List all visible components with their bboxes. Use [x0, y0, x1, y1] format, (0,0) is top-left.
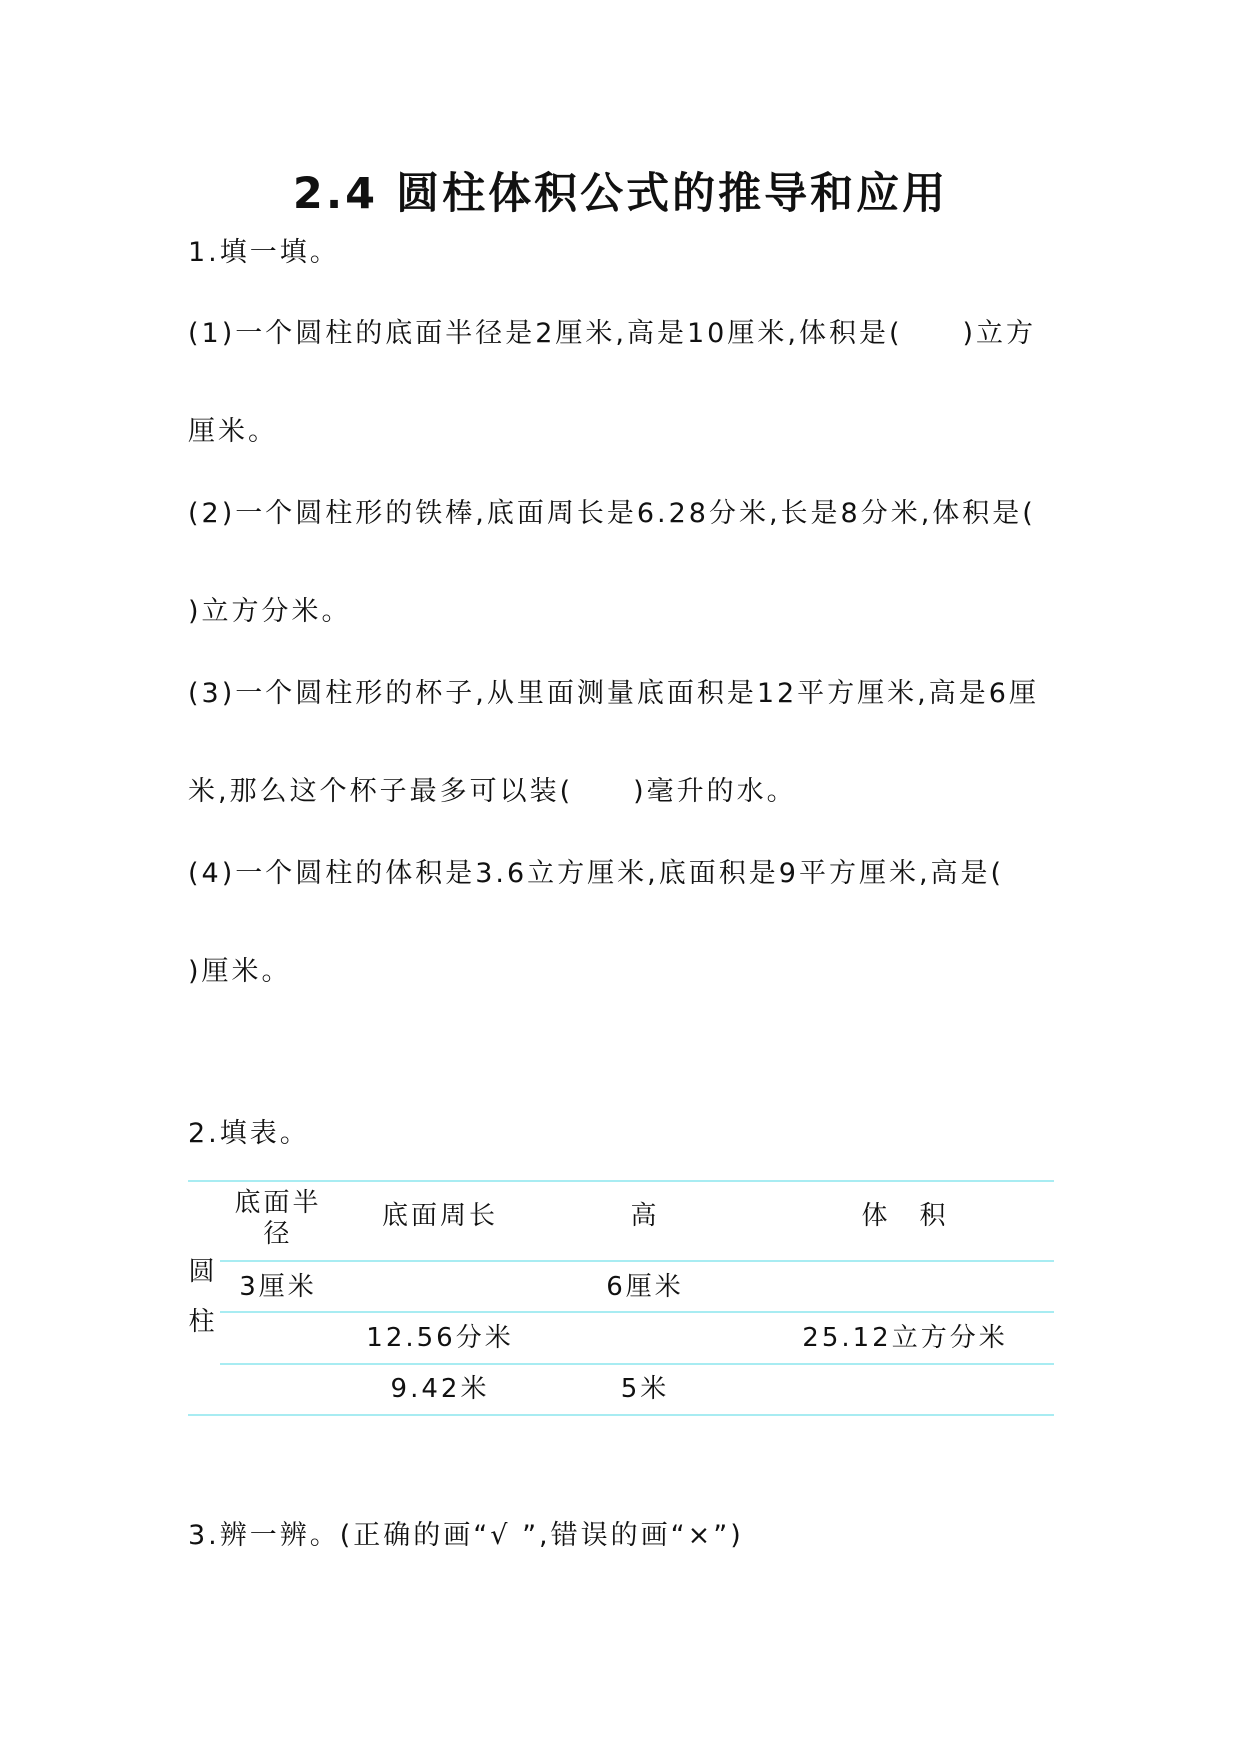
table-cell-volume: 25.12立方分米 — [802, 1323, 1008, 1353]
table-cell-circumference: 12.56分米 — [366, 1323, 514, 1353]
table-cell-radius: 3厘米 — [239, 1272, 317, 1302]
table-cell-height: 5米 — [620, 1374, 670, 1404]
q2-line1: (2)一个圆柱形的铁棒,底面周长是6.28分米,长是8分米,体积是( — [188, 498, 1036, 529]
page-title: 2.4 圆柱体积公式的推导和应用 — [292, 169, 949, 219]
table-rule-top — [188, 1180, 1054, 1182]
q4-line2: )厘米。 — [188, 956, 292, 987]
row-label: 柱 — [188, 1307, 218, 1337]
section3-heading: 3.辨一辨。(正确的画“√ ”,错误的画“×”) — [188, 1520, 744, 1551]
table-rule — [220, 1260, 1054, 1262]
q1-line1: (1)一个圆柱的底面半径是2厘米,高是10厘米,体积是( )立方 — [188, 318, 1037, 349]
q4-line1: (4)一个圆柱的体积是3.6立方厘米,底面积是9平方厘米,高是( — [188, 858, 1005, 889]
row-label: 圆 — [188, 1257, 218, 1287]
header-circumference: 底面周长 — [381, 1201, 498, 1231]
table-cell-circumference: 9.42米 — [390, 1374, 490, 1404]
q3-line1: (3)一个圆柱形的杯子,从里面测量底面积是12平方厘米,高是6厘 — [188, 678, 1039, 709]
q2-line2: )立方分米。 — [188, 596, 352, 627]
header-volume: 体 积 — [861, 1201, 949, 1231]
header-height: 高 — [630, 1201, 660, 1231]
header-radius-cont: 径 — [263, 1219, 293, 1249]
table-rule-bottom — [188, 1414, 1054, 1416]
table-cell-height: 6厘米 — [606, 1272, 684, 1302]
section1-heading: 1.填一填。 — [188, 237, 340, 268]
q3-line2: 米,那么这个杯子最多可以装( )毫升的水。 — [188, 776, 797, 807]
table-rule — [220, 1363, 1054, 1365]
section2-heading: 2.填表。 — [188, 1118, 310, 1149]
header-radius: 底面半 — [234, 1188, 322, 1218]
table-rule — [220, 1311, 1054, 1313]
q1-line2: 厘米。 — [188, 416, 278, 447]
